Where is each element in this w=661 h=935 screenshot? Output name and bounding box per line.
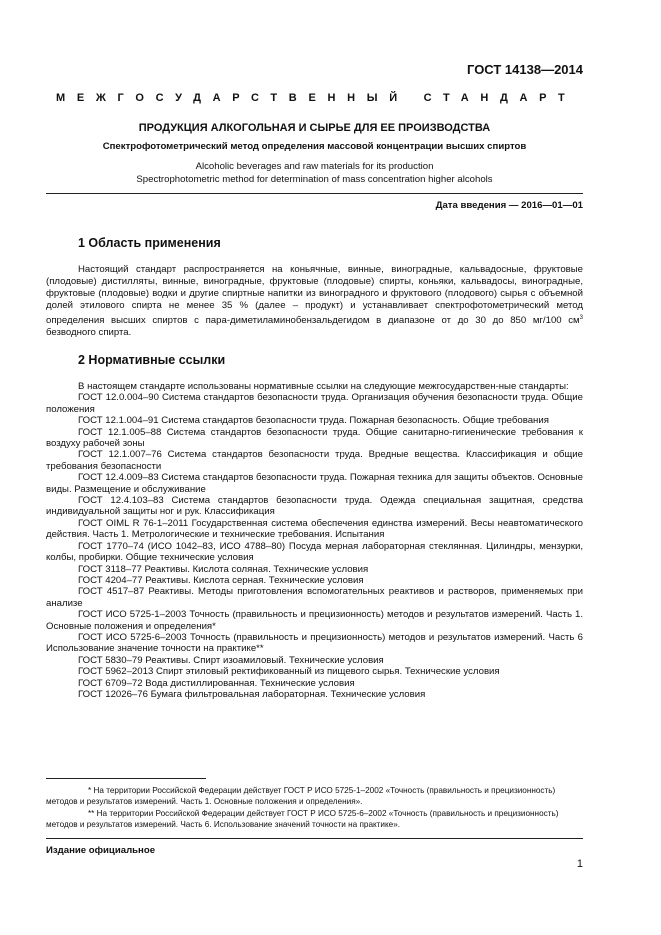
- section-2-heading: 2 Нормативные ссылки: [78, 353, 226, 367]
- reference-item: ГОСТ 12026–76 Бумага фильтровальная лабораторная. Технические условия: [78, 688, 426, 700]
- section-1-heading: 1 Область применения: [78, 236, 221, 250]
- section-1-text-main: Настоящий стандарт распространяется на коньячные, винные, виноградные, кальвадосные, фруктовые (плодовые) дистилляты, винные, виноградные, фруктовые (плодовые) спирты, коньяки, кальвадосы, виноградные, фруктовые (плодовые) водки и другие спиртные напитки из виноградного и фруктового (плодового) сырья с объемной долей этилового спирта не менее 35 % (далее – продукт) и устанавливает спектрофотометрический метод определения высших спиртов с пара-диметиламинобензальдегидом в диапазоне от до 30 до 850 мг/100 см: [46, 264, 583, 327]
- reference-item: ГОСТ 4517–87 Реактивы. Методы приготовления вспомогательных реактивов и растворов, применяемых при анализе: [46, 586, 583, 609]
- english-title-line-2: Spectrophotometric method for determination of mass concentration higher alcohols: [136, 174, 493, 185]
- title-divider: [46, 193, 583, 194]
- reference-item: ГОСТ 12.4.009–83 Система стандартов безопасности труда. Пожарная техника для защиты объектов. Основные виды. Размещение и обслуживание: [46, 472, 583, 495]
- reference-item: ГОСТ 12.1.005–88 Система стандартов безопасности труда. Общие санитарно-гигиенические требования к воздуху рабочей зоны: [46, 426, 583, 450]
- reference-item: ГОСТ OIML R 76-1–2011 Государственная система обеспечения единства измерений. Весы неавтоматического действия. Часть 1. Метрологические и технические требования. Испытания: [46, 517, 583, 541]
- footnote-divider: [46, 778, 206, 779]
- document-subtitle: Спектрофотометрический метод определения массовой концентрации высших спиртов: [102, 141, 527, 152]
- page-number: 1: [576, 858, 583, 870]
- footnote-1: * На территории Российской Федерации действует ГОСТ Р ИСО 5725-1–2002 «Точность (правильность и прецизионность) методов и результатов измерений. Часть 1. Основные положения и определения».: [46, 786, 556, 806]
- reference-item: ГОСТ 4204–77 Реактивы. Кислота серная. Технические условия: [78, 574, 364, 586]
- english-title-line-1: Alcoholic beverages and raw materials for its production: [195, 161, 434, 172]
- standard-code: ГОСТ 14138—2014: [467, 62, 583, 77]
- reference-item: ГОСТ 12.1.004–91 Система стандартов безопасности труда. Пожарная безопасность. Общие требования: [78, 415, 549, 427]
- reference-item: ГОСТ 1770–74 (ИСО 1042–83, ИСО 4788–80) Посуда мерная лабораторная стеклянная. Цилиндры, мензурки, колбы, пробирки. Общие технические условия: [46, 540, 583, 564]
- reference-item: ГОСТ 5962–2013 Спирт этиловый ректификованный из пищевого сырья. Технические условия: [78, 666, 500, 678]
- section-1-text: [46, 264, 583, 339]
- official-edition-label: Издание официальное: [46, 845, 156, 856]
- document-title: ПРОДУКЦИЯ АЛКОГОЛЬНАЯ И СЫРЬЕ ДЛЯ ЕЕ ПРОИЗВОДСТВА: [138, 122, 491, 134]
- reference-item: ГОСТ ИСО 5725-1–2003 Точность (правильность и прецизионность) методов и результатов измерений. Часть 1. Основные положения и определения*: [46, 609, 583, 632]
- introduction-date: Дата введения — 2016—01—01: [435, 200, 583, 211]
- cubic-superscript: 3: [579, 315, 583, 321]
- reference-item: ГОСТ 12.1.007–76 Система стандартов безопасности труда. Вредные вещества. Классификация и общие требования безопасности: [46, 449, 583, 472]
- reference-item: ГОСТ 12.4.103–83 Система стандартов безопасности труда. Одежда специальная защитная, средства индивидуальной защиты ног и рук. Классификация: [46, 495, 583, 518]
- interstate-standard-banner: МЕЖГОСУДАРСТВЕННЫЙ СТАНДАРТ: [56, 92, 577, 104]
- reference-item: В настоящем стандарте использованы нормативные ссылки на следующие межгосударствен-ные стандарты:: [78, 381, 569, 392]
- english-title: [46, 160, 583, 186]
- footnote-2: ** На территории Российской Федерации действует ГОСТ Р ИСО 5725-6–2002 «Точность (правильность и прецизионность) методов и результатов измерений. Часть 6. Использование значений точности на практике».: [46, 809, 559, 829]
- normative-references-list: [46, 381, 583, 700]
- reference-item: ГОСТ ИСО 5725-6–2003 Точность (правильность и прецизионность) методов и результатов измерений. Часть 6 Использование значение точности на практике**: [46, 631, 583, 655]
- reference-item: ГОСТ 6709–72 Вода дистиллированная. Технические условия: [78, 677, 355, 689]
- reference-item: ГОСТ 3118–77 Реактивы. Кислота соляная. Технические условия: [78, 563, 369, 575]
- reference-item: ГОСТ 12.0.004–90 Система стандартов безопасности труда. Организация обучения безопасности труда. Общие положения: [46, 392, 583, 415]
- reference-item: ГОСТ 5830–79 Реактивы. Спирт изоамиловый. Технические условия: [78, 654, 384, 666]
- footer-divider: [46, 838, 583, 839]
- section-1-text-end: безводного спирта.: [46, 327, 132, 339]
